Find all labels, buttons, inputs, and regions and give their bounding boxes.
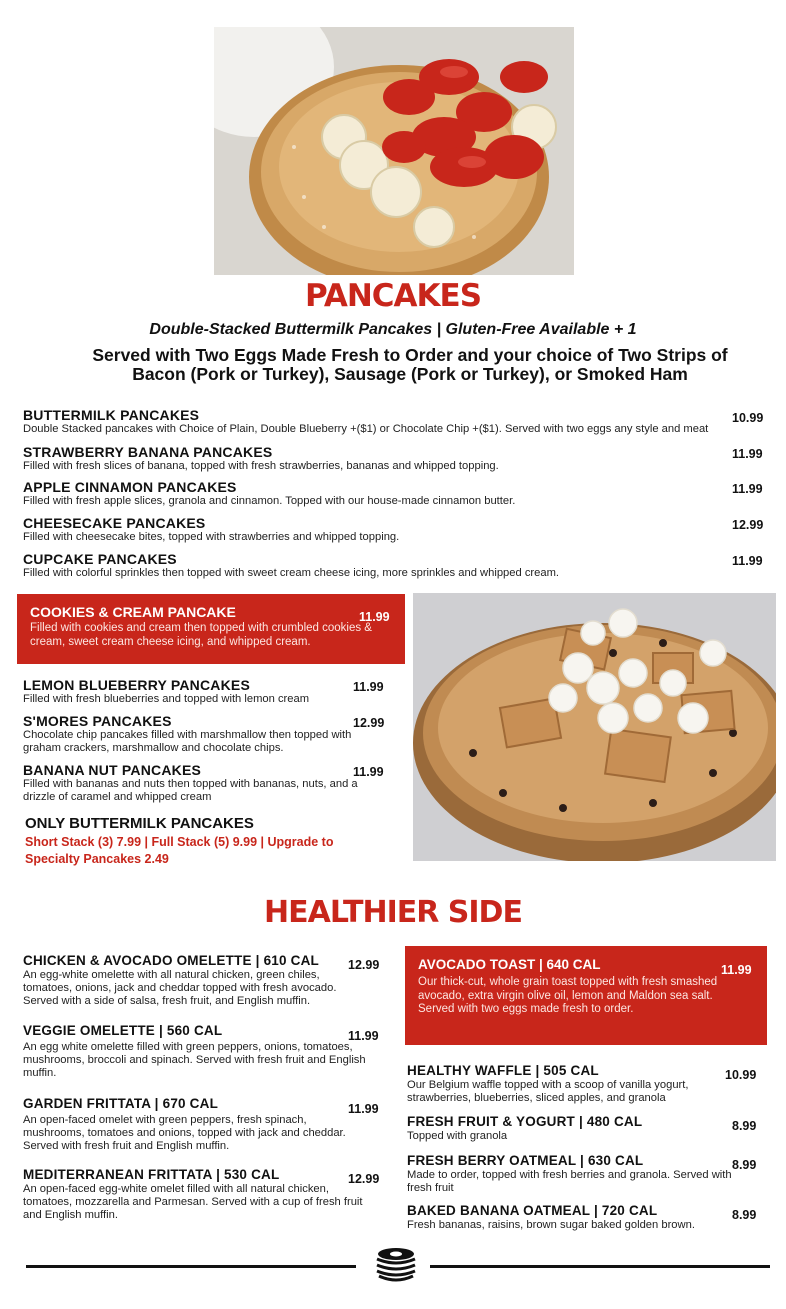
item-price: 11.99 (353, 765, 384, 779)
item-name: BAKED BANANA OATMEAL | 720 CAL (407, 1203, 658, 1218)
menu-item (407, 1153, 762, 1195)
item-name: CHEESECAKE PANCAKES (23, 515, 206, 531)
item-desc: Made to order, topped with fresh berries and granola. Served with fresh fruit (407, 1169, 732, 1194)
menu-item (23, 1023, 383, 1080)
menu-item (23, 444, 768, 473)
item-price: 12.99 (353, 716, 385, 730)
item-price: 12.99 (348, 1172, 380, 1186)
item-price: 10.99 (732, 411, 764, 425)
featured-price: 11.99 (721, 963, 752, 977)
item-name: ONLY BUTTERMILK PANCAKES (25, 815, 254, 832)
item-price: 11.99 (348, 1029, 379, 1043)
menu-item (23, 407, 768, 436)
item-desc: Filled with fresh blueberries and topped with lemon cream (23, 693, 310, 705)
item-price: 11.99 (348, 1102, 379, 1116)
item-price: 10.99 (725, 1068, 757, 1082)
item-desc: An open-faced egg-white omelet filled with all natural chicken, tomatoes, mozzarella and Parmesan. Served with a cup of fresh fruit and English muffin. (23, 1183, 363, 1221)
item-price: 11.99 (732, 447, 763, 461)
strawberry-banana-pancake-photo (214, 27, 574, 275)
featured-cookies-cream (17, 594, 405, 664)
item-desc: Filled with fresh slices of banana, topped with fresh strawberries, bananas and whipped topping. (23, 460, 499, 472)
item-price: 12.99 (348, 958, 380, 972)
item-name: STRAWBERRY BANANA PANCAKES (23, 444, 273, 460)
menu-item (23, 479, 768, 508)
smores-pancake-photo (413, 593, 776, 861)
item-price: 11.99 (732, 554, 763, 568)
featured-name: COOKIES & CREAM PANCAKE (30, 604, 236, 620)
featured-desc: Our thick-cut, whole grain toast topped with fresh smashed avocado, extra virgin olive oil, lemon and Maldon sea salt. Served with two eggs made fresh to order. (418, 976, 718, 1015)
item-desc: An open-faced omelet with green peppers, fresh spinach, mushrooms, tomatoes and onions, topped with jack and cheddar. Served with fresh fruit and English muffin. (23, 1114, 346, 1152)
menu-item (23, 1096, 383, 1153)
menu-item (23, 953, 383, 1008)
healthier-title: HEALTHIER SIDE (264, 895, 522, 930)
menu-item (23, 1167, 383, 1222)
item-desc: Our Belgium waffle topped with a scoop of vanilla yogurt, strawberries, blueberries, sliced apples, and granola (407, 1079, 689, 1104)
pancake-stack-icon (372, 1245, 420, 1285)
item-price: 11.99 (353, 680, 384, 694)
item-price: 11.99 (732, 482, 763, 496)
item-price: 12.99 (732, 518, 764, 532)
item-name: BUTTERMILK PANCAKES (23, 407, 200, 423)
menu-item (23, 713, 391, 755)
item-desc: Filled with colorful sprinkles then topped with sweet cream cheese icing, more sprinkles and whipped cream. (23, 567, 560, 579)
menu-item (23, 515, 768, 544)
item-name: HEALTHY WAFFLE | 505 CAL (407, 1063, 599, 1078)
pancakes-subtitle: Double-Stacked Buttermilk Pancakes | Gluten-Free Available + 1 (149, 321, 637, 338)
item-desc: Fresh bananas, raisins, brown sugar baked golden brown. (407, 1219, 695, 1231)
item-prices: Short Stack (3) 7.99 | Full Stack (5) 9.99 | Upgrade to Specialty Pancakes 2.49 (25, 835, 334, 866)
menu-item (407, 1063, 762, 1105)
item-price: 8.99 (732, 1119, 757, 1133)
item-desc: Chocolate chip pancakes filled with marshmallow then topped with graham crackers, marshmallow and chocolate chips. (23, 729, 352, 754)
menu-item (23, 762, 391, 804)
item-name: VEGGIE OMELETTE | 560 CAL (23, 1023, 223, 1038)
item-name: CHICKEN & AVOCADO OMELETTE | 610 CAL (23, 953, 319, 968)
pancakes-title: PANCAKES (304, 278, 482, 314)
item-desc: An egg-white omelette with all natural chicken, green chiles, tomatoes, onions, jack and cheddar topped with fresh avocado. Served with a side of salsa, fresh fruit, and English muffin. (23, 969, 337, 1007)
item-name: FRESH FRUIT & YOGURT | 480 CAL (407, 1114, 643, 1129)
item-desc: Filled with fresh apple slices, granola and cinnamon. Topped with our house-made cinnamon butter. (23, 495, 516, 507)
item-desc: Topped with granola (407, 1130, 508, 1142)
only-buttermilk (25, 815, 385, 868)
menu-item (23, 551, 768, 580)
item-desc: An egg white omelette filled with green peppers, onions, tomatoes, mushrooms, broccoli and spinach. Served with fresh fruit and English muffin. (23, 1041, 366, 1079)
item-name: CUPCAKE PANCAKES (23, 551, 177, 567)
footer-divider-right (430, 1265, 770, 1268)
item-price: 8.99 (732, 1208, 757, 1222)
footer-divider-left (26, 1265, 356, 1268)
featured-desc: Filled with cookies and cream then topped with crumbled cookies & cream, sweet cream cheese icing, and whipped cream. (30, 622, 372, 648)
menu-item (23, 677, 391, 706)
item-name: APPLE CINNAMON PANCAKES (23, 479, 237, 495)
featured-name: AVOCADO TOAST | 640 CAL (418, 957, 601, 972)
item-price: 8.99 (732, 1158, 757, 1172)
item-name: GARDEN FRITTATA | 670 CAL (23, 1096, 219, 1111)
item-name: FRESH BERRY OATMEAL | 630 CAL (407, 1153, 644, 1168)
item-desc: Filled with cheesecake bites, topped with strawberries and whipped topping. (23, 531, 400, 543)
menu-item (407, 1203, 762, 1232)
item-name: BANANA NUT PANCAKES (23, 762, 202, 778)
served-with-note: Served with Two Eggs Made Fresh to Order and your choice of Two Strips of Bacon (Pork or Turkey), Sausage (Pork or Turkey), or Smoked Ham (92, 345, 728, 384)
item-name: LEMON BLUEBERRY PANCAKES (23, 677, 251, 693)
item-desc: Filled with bananas and nuts then topped with bananas, nuts, and a drizzle of caramel and whipped cream (23, 778, 358, 803)
item-name: S'MORES PANCAKES (23, 713, 172, 729)
featured-avocado-toast (405, 946, 767, 1045)
item-desc: Double Stacked pancakes with Choice of Plain, Double Blueberry +($1) or Chocolate Chip +($1). Served with two eggs any style and meat (23, 423, 709, 435)
item-name: MEDITERRANEAN FRITTATA | 530 CAL (23, 1167, 280, 1182)
featured-price: 11.99 (359, 610, 390, 624)
menu-item (407, 1114, 762, 1143)
